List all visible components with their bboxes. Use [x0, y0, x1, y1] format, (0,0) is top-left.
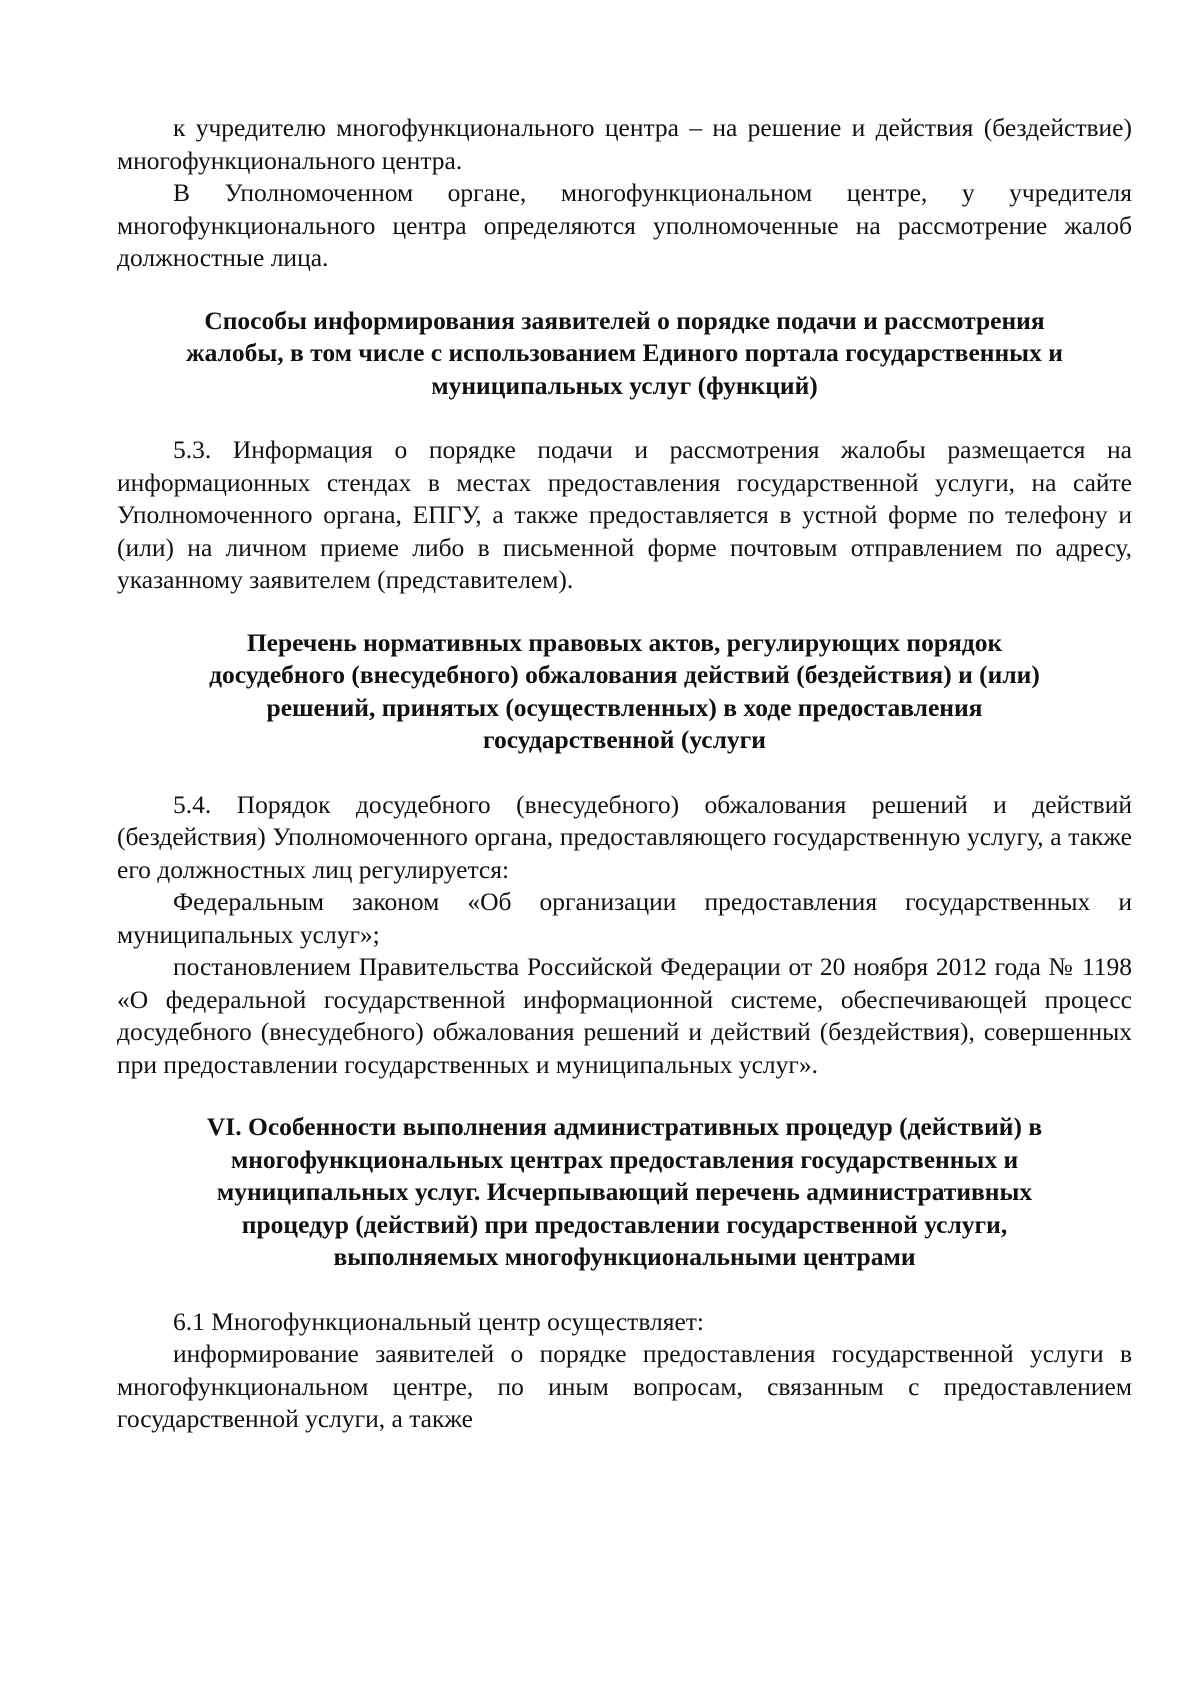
paragraph-federal-law: Федеральным законом «Об организации предоставления государственных и муниципальных услуг»; [117, 887, 1132, 949]
heading-line: решений, принятых (осуществленных) в ходе предоставления [266, 692, 983, 722]
paragraph-government-decree: постановлением Правительства Российской Федерации от 20 ноября 2012 года № 1198 «О федеральной государственной информационной системе, обеспечивающей процесс досудебного (внесудебного) обжалования решений и действий (бездействия), совершенных при предоставлении государственных и муниципальных услуг». [117, 952, 1132, 1079]
heading-line: досудебного (внесудебного) обжалования действий (бездействия) и (или) [209, 660, 1040, 689]
paragraph-founder-appeal: к учредителю многофункционального центра – на решение и действия (бездействие) многофункционального центра. [117, 113, 1132, 175]
heading-line: процедур (действий) при предоставлении государственной услуги, [241, 1209, 1008, 1239]
heading-line: многофункциональных центрах предоставления государственных и [230, 1144, 1019, 1174]
heading-informing-applicants [117, 305, 1132, 403]
spacer [117, 597, 1132, 627]
spacer [117, 275, 1132, 305]
spacer [117, 1081, 1132, 1111]
heading-normative-acts [117, 627, 1132, 757]
document-page [117, 112, 1132, 1436]
paragraph-5-3: 5.3. Информация о порядке подачи и рассмотрения жалобы размещается на информационных стендах в местах предоставления государственной услуги, на сайте Уполномоченного органа, ЕПГУ, а также предоставляется в устной форме по телефону и (или) на личном приеме либо в письменной форме почтовым отправлением по адресу, указанному заявителем (представителем). [117, 435, 1132, 594]
paragraph-informing: информирование заявителей о порядке предоставления государственной услуги в многофункциональном центре, по иным вопросам, связанным с предоставлением государственной услуги, а также [117, 1339, 1132, 1433]
heading-line: выполняемых многофункциональными центрами [333, 1242, 916, 1271]
heading-line: жалобы, в том числе с использованием Единого портала государственных и [186, 338, 1063, 367]
heading-line: государственной (услуги [483, 725, 766, 754]
heading-line: Способы информирования заявителей о порядке подачи и рассмотрения [204, 305, 1045, 335]
heading-line: VI. Особенности выполнения административных процедур (действий) в [206, 1112, 1043, 1141]
heading-section-vi [117, 1111, 1132, 1274]
paragraph-authorized-officials: В Уполномоченном органе, многофункциональном центре, у учредителя многофункционального центра определяются уполномоченные на рассмотрение жалоб должностные лица. [117, 178, 1132, 272]
paragraph-6-1: 6.1 Многофункциональный центр осуществляет: [173, 1306, 705, 1336]
paragraph-5-4: 5.4. Порядок досудебного (внесудебного) обжалования решений и действий (бездействия) Уполномоченного органа, предоставляющего государственную услугу, а также его должностных лиц регулируется: [117, 789, 1132, 884]
heading-line: муниципальных услуг. Исчерпывающий перечень административных [216, 1177, 1033, 1206]
heading-line: Перечень нормативных правовых актов, регулирующих порядок [246, 627, 1003, 657]
heading-line: муниципальных услуг (функций) [431, 370, 818, 400]
spacer [117, 757, 1132, 789]
spacer [117, 402, 1132, 434]
spacer [117, 1274, 1132, 1306]
